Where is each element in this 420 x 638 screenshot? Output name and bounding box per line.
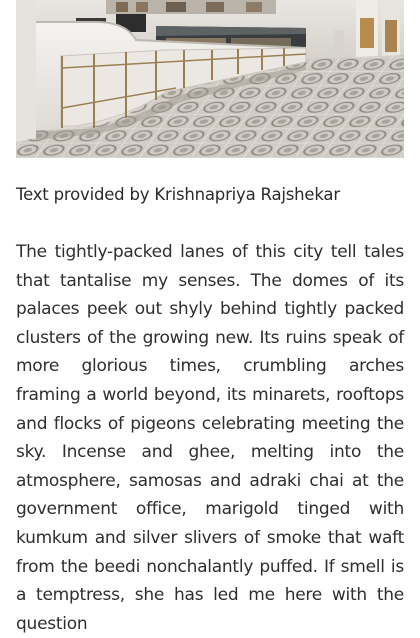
text-credit: Text provided by Krishnapriya Rajshekar [16, 185, 340, 204]
hero-photo-illustration [16, 0, 404, 158]
article-body: The tightly-packed lanes of this city tell tales that tantalise my senses. The domes of its palaces peek out shyly behind tightly packed clusters of the growing new. Its ruins speak of more glorious times, crumbling arches framing a world beyond, its minarets, rooftops and flocks of pigeons celebrating meeting the sky. Incense and ghee, melting into the atmosphere, samosas and adraki chai at the government office, marigold tinged with kumkum and silver slivers of smoke that waft from the beedi nonchalantly puffed. If smell is a temptress, she has led me here with the question [16, 242, 404, 634]
hero-photo [16, 0, 404, 158]
